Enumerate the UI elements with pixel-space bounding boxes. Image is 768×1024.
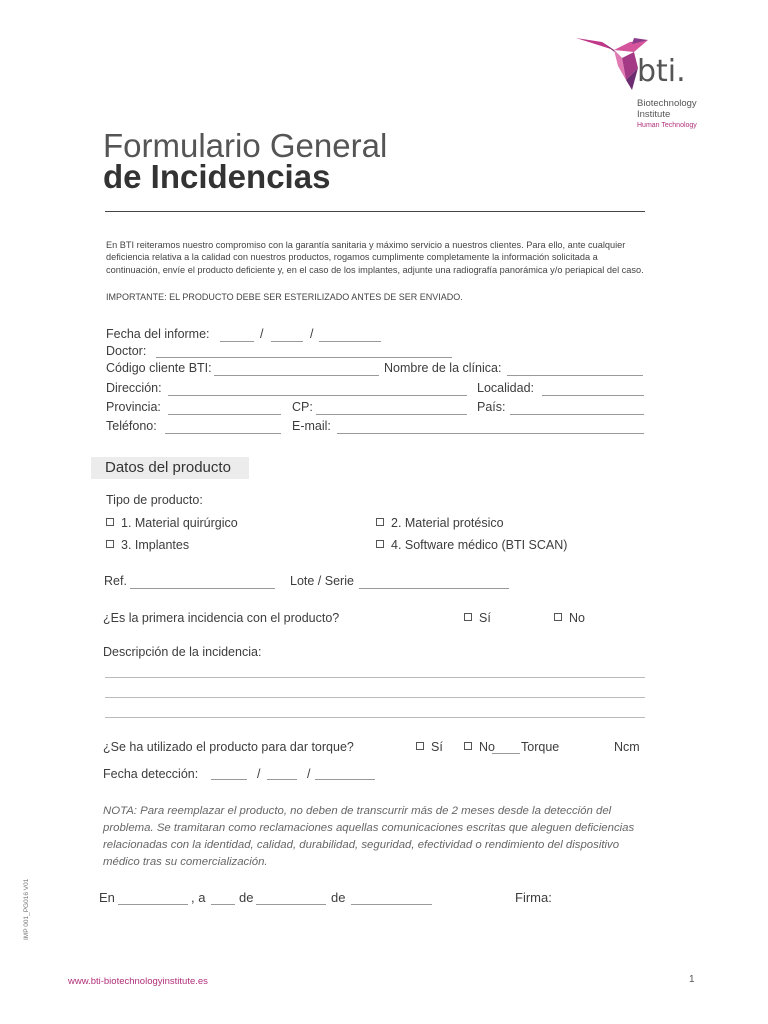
ref-field[interactable] — [130, 588, 275, 589]
clinica-label: Nombre de la clínica: — [384, 361, 502, 375]
fecha-informe-year-field[interactable] — [319, 341, 381, 342]
localidad-field[interactable] — [542, 395, 644, 396]
checkbox-icon[interactable] — [464, 742, 472, 750]
telefono-field[interactable] — [165, 433, 281, 434]
descripcion-line[interactable] — [105, 717, 645, 718]
page-number: 1 — [689, 974, 695, 985]
date-separator: / — [307, 767, 311, 781]
provincia-field[interactable] — [168, 414, 281, 415]
torque-no-option[interactable]: No — [464, 740, 495, 754]
telefono-label: Teléfono: — [106, 419, 157, 433]
mes-field[interactable] — [256, 904, 326, 905]
date-separator: / — [310, 327, 314, 341]
fecha-informe-day-field[interactable] — [220, 341, 254, 342]
torque-si-option[interactable]: Sí — [416, 740, 443, 754]
primera-no-option[interactable]: No — [554, 611, 585, 625]
ncm-unit: Ncm — [614, 740, 640, 754]
firma-label: Firma: — [515, 890, 552, 905]
provincia-label: Provincia: — [106, 400, 161, 414]
date-separator: / — [257, 767, 261, 781]
title-divider — [105, 211, 645, 212]
option-software-medico[interactable]: 4. Software médico (BTI SCAN) — [376, 538, 567, 552]
nota-paragraph: NOTA: Para reemplazar el producto, no deben de transcurrir más de 2 meses desde la detección del problema. Se tramitaran como reclamaciones aquellas comunicaciones escritas que aleguen deficiencias relacionadas con la identidad, calidad, durabilidad, seguridad, efectividad o rendimiento del dispositivo médico tras su comercialización. — [103, 805, 635, 868]
intro-paragraph: En BTI reiteramos nuestro compromiso con la garantía sanitaria y máximo servicio a nuestros clientes. Para ello, ante cualquier deficiencia relativa a la calidad con nuestros productos, rogamos cumplimente completamente la información solicitada a continuación, envíe el producto deficiente y, en el caso de los implantes, adjunte una radiografía panorámica y/o periapical del caso. — [106, 240, 644, 275]
page-title-line2: de Incidencias — [103, 158, 331, 195]
primera-si-option[interactable]: Sí — [464, 611, 491, 625]
checkbox-icon[interactable] — [376, 518, 384, 526]
lote-field[interactable] — [359, 588, 509, 589]
tipo-producto-label: Tipo de producto: — [106, 493, 203, 507]
email-field[interactable] — [337, 433, 644, 434]
doctor-field[interactable] — [156, 357, 452, 358]
descripcion-line[interactable] — [105, 697, 645, 698]
torque-label: Torque — [521, 740, 560, 754]
document-code: IMP 001_PG016 V01 — [23, 878, 30, 940]
important-notice: IMPORTANTE: EL PRODUCTO DEBE SER ESTERILIZADO ANTES DE SER ENVIADO. — [106, 292, 463, 302]
torque-question: ¿Se ha utilizado el producto para dar torque? — [103, 740, 354, 754]
section-title: Datos del producto — [105, 459, 231, 476]
email-label: E-mail: — [292, 419, 331, 433]
logo-wordmark: bti. — [637, 54, 686, 89]
checkbox-icon[interactable] — [106, 540, 114, 548]
lugar-field[interactable] — [118, 904, 188, 905]
page-title-line1: Formulario General — [103, 127, 388, 164]
codigo-cliente-field[interactable] — [214, 375, 379, 376]
logo-subtitle: Biotechnology Institute — [637, 98, 697, 120]
fecha-deteccion-day-field[interactable] — [211, 779, 247, 780]
section-header-producto — [91, 457, 249, 479]
checkbox-icon[interactable] — [376, 540, 384, 548]
descripcion-label: Descripción de la incidencia: — [103, 645, 262, 659]
date-separator: / — [260, 327, 264, 341]
logo-tagline: Human Technology — [637, 122, 697, 129]
dia-field[interactable] — [211, 904, 235, 905]
website-link[interactable]: www.bti-biotechnologyinstitute.es — [68, 976, 208, 987]
pais-label: País: — [477, 400, 506, 414]
checkbox-icon[interactable] — [416, 742, 424, 750]
a-label: , a — [191, 890, 206, 905]
fecha-informe-label: Fecha del informe: — [106, 327, 210, 341]
torque-value-field[interactable] — [492, 753, 520, 754]
checkbox-icon[interactable] — [554, 613, 562, 621]
cp-label: CP: — [292, 400, 313, 414]
doctor-label: Doctor: — [106, 344, 147, 358]
ref-label: Ref. — [104, 574, 127, 588]
direccion-field[interactable] — [168, 395, 467, 396]
lote-label: Lote / Serie — [290, 574, 354, 588]
fecha-deteccion-year-field[interactable] — [315, 779, 375, 780]
fecha-informe-month-field[interactable] — [271, 341, 303, 342]
fecha-deteccion-label: Fecha detección: — [103, 767, 199, 781]
checkbox-icon[interactable] — [464, 613, 472, 621]
en-label: En — [99, 890, 115, 905]
direccion-label: Dirección: — [106, 381, 162, 395]
codigo-cliente-label: Código cliente BTI: — [106, 361, 212, 375]
pais-field[interactable] — [510, 414, 644, 415]
de-label-1: de — [239, 890, 254, 905]
primera-incidencia-question: ¿Es la primera incidencia con el producto? — [103, 611, 340, 625]
option-material-protesico[interactable]: 2. Material protésico — [376, 516, 504, 530]
cp-field[interactable] — [316, 414, 467, 415]
fecha-deteccion-month-field[interactable] — [267, 779, 297, 780]
localidad-label: Localidad: — [477, 381, 534, 395]
option-material-quirurgico[interactable]: 1. Material quirúrgico — [106, 516, 238, 530]
option-implantes[interactable]: 3. Implantes — [106, 538, 189, 552]
de-label-2: de — [331, 890, 346, 905]
anio-field[interactable] — [351, 904, 432, 905]
descripcion-line[interactable] — [105, 677, 645, 678]
checkbox-icon[interactable] — [106, 518, 114, 526]
clinica-field[interactable] — [507, 375, 643, 376]
